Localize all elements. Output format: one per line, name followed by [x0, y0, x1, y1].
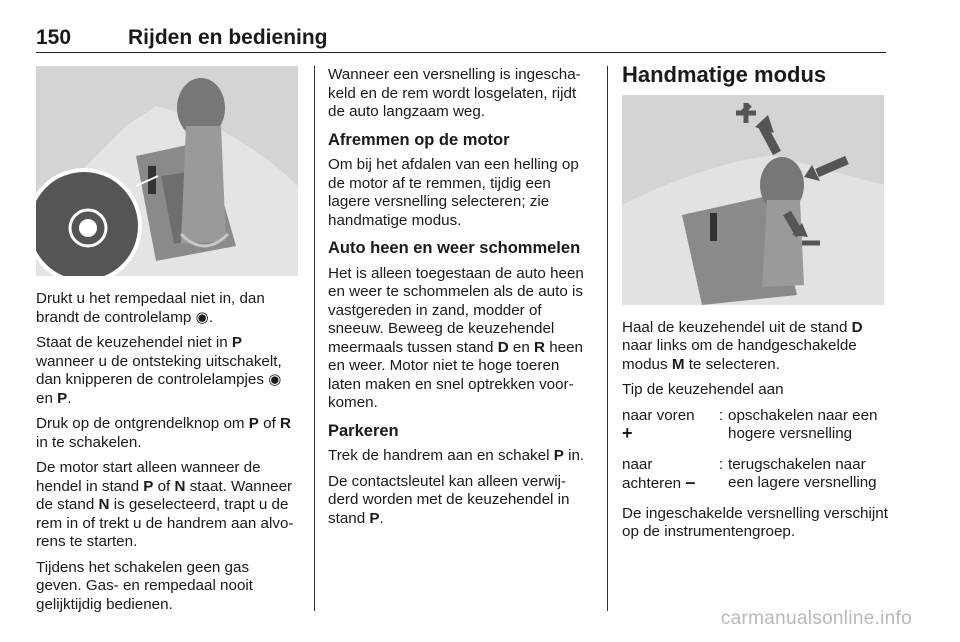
gear-selector-figure — [36, 66, 298, 276]
column-3 — [622, 62, 888, 549]
column-1 — [36, 66, 298, 621]
paragraph: Om bij het afdalen van een helling op de motor af te remmen, tijdig een lagere versnelling selecteren; zie handmatige modus. — [328, 156, 579, 229]
section-heading: Afremmen op de motor — [328, 130, 510, 149]
shift-table-row-up: naar voren + : opschakelen naar een hogere versnelling — [622, 407, 888, 445]
paragraph: De contactsleutel kan alleen verwij-derd worden met de keuzehendel in stand P. — [328, 472, 570, 527]
paragraph: Haal de keuzehendel uit de stand D naar links om de handgeschakelde modus M te selecteren. — [622, 318, 863, 373]
paragraph: Tip de keuzehendel aan — [622, 381, 784, 398]
paragraph: Druk op de ontgrendelknop om P of R in te schakelen. — [36, 415, 291, 451]
paragraph: Staat de keuzehendel niet in P wanneer u de ontsteking uitschakelt, dan knipperen de controlelampjes ◉ en P. — [36, 334, 282, 407]
paragraph: De ingeschakelde versnelling verschijnt op de instrumentengroep. — [622, 504, 888, 540]
minus-icon: – — [685, 472, 696, 492]
shift-description: terugschakelen naar een lagere versnelling — [728, 455, 877, 491]
shift-description: opschakelen naar een hogere versnelling — [728, 406, 878, 442]
section-title: Handmatige modus — [622, 62, 827, 87]
watermark: carmanualsonline.info — [720, 608, 912, 629]
plus-icon: + — [622, 423, 633, 443]
brake-warning-lamp-icon: ◉ — [268, 371, 282, 388]
brake-warning-lamp-icon: ◉ — [195, 308, 209, 326]
paragraph: Het is alleen toegestaan de auto heen en weer te schommelen als de auto is vastgereden in zand, modder of sneeuw. Beweeg de keuzehendel meermaals tussen stand D en R heen en weer. Motor niet te hoge toeren laten maken en snel optrekken voor-komen. — [328, 264, 584, 411]
manual-mode-figure — [622, 95, 884, 305]
paragraph: Trek de handrem aan en schakel P in. — [328, 447, 585, 464]
paragraph: Tijdens het schakelen geen gas geven. Gas- en rempedaal nooit gelijktijdig bedienen. — [36, 558, 253, 613]
paragraph: De motor start alleen wanneer de hendel in stand P of N staat. Wanneer de stand N is geselecteerd, trapt u de rem in of trekt u de handrem aan alvo-rens te starten. — [36, 459, 294, 550]
shift-direction: naar achteren – — [622, 455, 696, 492]
section-heading: Parkeren — [328, 421, 399, 440]
running-title: Rijden en bediening — [128, 26, 328, 49]
shift-direction: naar voren + — [622, 406, 695, 443]
page-header — [36, 26, 886, 53]
column-divider — [314, 66, 315, 611]
paragraph: Drukt u het rempedaal niet in, dan brandt de controlelamp ◉. — [36, 290, 265, 326]
shift-table-row-down: naar achteren – : terugschakelen naar een lagere versnelling — [622, 456, 888, 494]
paragraph: Wanneer een versnelling is ingescha-keld en de rem wordt losgelaten, rijdt de auto langzaam weg. — [328, 66, 581, 120]
page-number: 150 — [36, 26, 72, 49]
section-heading: Auto heen en weer schommelen — [328, 239, 581, 257]
column-2 — [328, 66, 592, 535]
column-divider — [607, 66, 608, 611]
